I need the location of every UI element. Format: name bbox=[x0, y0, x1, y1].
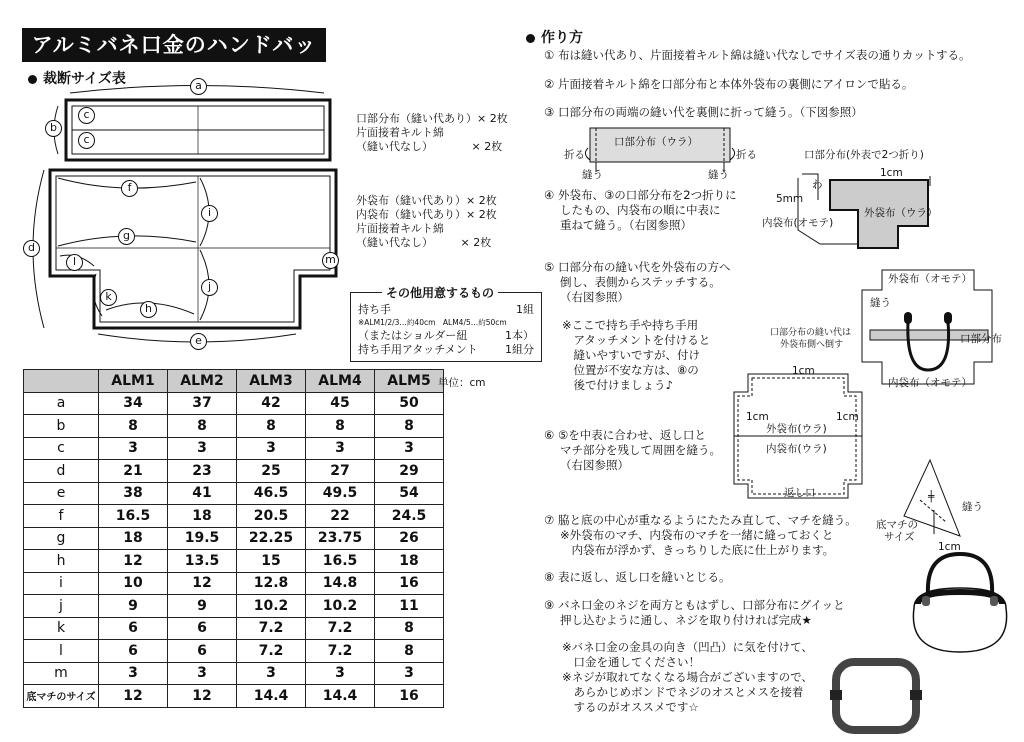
sotobukuro-ura-label-2: 外袋布(ウラ) bbox=[766, 423, 827, 435]
machi-label-1: 底マチの bbox=[876, 519, 918, 531]
table-row bbox=[24, 437, 444, 460]
table-cell: 21 bbox=[99, 460, 168, 483]
label-f: f bbox=[121, 180, 138, 197]
table-cell: 38 bbox=[99, 482, 168, 505]
mm-label: 5mm bbox=[776, 193, 804, 205]
table-cell: 18 bbox=[375, 550, 444, 573]
cutting-diagram bbox=[14, 78, 360, 358]
row-label: i bbox=[24, 572, 99, 595]
table-cell: 23 bbox=[168, 460, 237, 483]
label-c-1: c bbox=[78, 107, 95, 124]
table-cell: 14.8 bbox=[306, 572, 375, 595]
table-cell: 12 bbox=[168, 685, 237, 708]
machi-label-2: サイズ bbox=[884, 531, 915, 543]
bullet-icon bbox=[526, 34, 535, 43]
size-table bbox=[23, 369, 444, 708]
table-row bbox=[24, 685, 444, 708]
table-row bbox=[24, 415, 444, 438]
step-7: ⑦ 脇と底の中心が重なるようにたたみ直して、マチを縫う。 ※外袋布のマチ、内袋布のマチを一緒に縫っておくと 内袋布が浮かず、きっちりした底に仕上がります。 bbox=[544, 513, 857, 557]
row-label: h bbox=[24, 550, 99, 573]
table-cell: 3 bbox=[99, 662, 168, 685]
row-label: k bbox=[24, 617, 99, 640]
table-cell: 10.2 bbox=[306, 595, 375, 618]
sew-label-4: 縫う bbox=[962, 501, 983, 513]
label-h: h bbox=[140, 301, 157, 318]
row-label: a bbox=[24, 392, 99, 415]
table-cell: 14.4 bbox=[237, 685, 306, 708]
row-label: f bbox=[24, 505, 99, 528]
table-cell: 19.5 bbox=[168, 527, 237, 550]
row-label: 底マチのサイズ bbox=[24, 685, 99, 708]
table-cell: 46.5 bbox=[237, 482, 306, 505]
label-c-2: c bbox=[78, 132, 95, 149]
table-cell: 14.4 bbox=[306, 685, 375, 708]
table-cell: 3 bbox=[375, 662, 444, 685]
kuchi-fold-label: 口部分布(外表で2つ折り) bbox=[804, 149, 924, 161]
table-cell: 26 bbox=[375, 527, 444, 550]
table-cell: 6 bbox=[168, 617, 237, 640]
table-cell: 22.25 bbox=[237, 527, 306, 550]
step-2: ② 片面接着キルト綿を口部分布と本体外袋布の裏側にアイロンで貼る。 bbox=[544, 77, 914, 91]
table-cell: 23.75 bbox=[306, 527, 375, 550]
table-cell: 7.2 bbox=[237, 617, 306, 640]
table-row bbox=[24, 662, 444, 685]
table-cell: 27 bbox=[306, 460, 375, 483]
table-cell: 8 bbox=[168, 415, 237, 438]
method-heading: 作り方 bbox=[526, 27, 583, 47]
table-cell: 6 bbox=[168, 640, 237, 663]
row-label: c bbox=[24, 437, 99, 460]
table-cell: 8 bbox=[375, 415, 444, 438]
other-item-row: （またはショルダー紐 1本） bbox=[358, 329, 534, 342]
table-cell: 16.5 bbox=[99, 505, 168, 528]
corner-cell bbox=[24, 370, 99, 393]
table-cell: 12 bbox=[168, 572, 237, 595]
table-cell: 3 bbox=[237, 662, 306, 685]
sew-label-3: 縫う bbox=[870, 297, 891, 309]
table-cell: 50 bbox=[375, 392, 444, 415]
label-j: j bbox=[201, 279, 218, 296]
size-table-body bbox=[24, 392, 444, 707]
other-items-list bbox=[358, 303, 534, 357]
table-cell: 34 bbox=[99, 392, 168, 415]
table-cell: 3 bbox=[375, 437, 444, 460]
cm-label-1: 1cm bbox=[880, 167, 903, 179]
table-cell: 18 bbox=[99, 527, 168, 550]
label-e: e bbox=[190, 333, 207, 350]
row-label: l bbox=[24, 640, 99, 663]
other-item-row: 持ち手 1組 bbox=[358, 303, 534, 316]
table-cell: 25 bbox=[237, 460, 306, 483]
step-5-note: ※ここで持ち手や持ち手用 アタッチメントを付けると 縫いやすいですが、付け 位置が不安な方は、⑧の 後で付けましょう♪ bbox=[562, 318, 711, 392]
table-cell: 9 bbox=[99, 595, 168, 618]
table-cell: 12 bbox=[99, 550, 168, 573]
sotobukuro-ura-label: 外袋布（ウラ） bbox=[864, 207, 938, 219]
table-cell: 37 bbox=[168, 392, 237, 415]
size-table-header bbox=[24, 370, 444, 393]
table-cell: 29 bbox=[375, 460, 444, 483]
step-1: ① 布は縫い代あり、片面接着キルト綿は縫い代なしでサイズ表の通りカットする。 bbox=[544, 48, 971, 62]
label-l: l bbox=[66, 254, 83, 271]
cm-label-2: 1cm bbox=[792, 365, 815, 377]
column-header: ALM1 bbox=[99, 370, 168, 393]
kuchi-label-2: 口部分布 bbox=[960, 333, 1002, 345]
label-d: d bbox=[23, 240, 40, 257]
other-item-row: ※ALM1/2/3…約40cm ALM4/5…約50cm bbox=[358, 318, 507, 327]
table-cell: 20.5 bbox=[237, 505, 306, 528]
table-cell: 18 bbox=[168, 505, 237, 528]
step-5: ⑤ 口部分布の縫い代を外袋布の方へ 倒し、表側からステッチする。 （右図参照） bbox=[544, 260, 731, 304]
table-cell: 8 bbox=[375, 640, 444, 663]
table-cell: 8 bbox=[237, 415, 306, 438]
table-row bbox=[24, 572, 444, 595]
table-cell: 8 bbox=[306, 415, 375, 438]
table-cell: 45 bbox=[306, 392, 375, 415]
uchibukuro-omote-label-2: 内袋布（オモテ） bbox=[888, 377, 972, 389]
table-row bbox=[24, 527, 444, 550]
table-cell: 16 bbox=[375, 572, 444, 595]
table-cell: 7.2 bbox=[306, 640, 375, 663]
table-row bbox=[24, 595, 444, 618]
table-cell: 12.8 bbox=[237, 572, 306, 595]
row-label: g bbox=[24, 527, 99, 550]
table-row bbox=[24, 392, 444, 415]
seam-note-2: 外袋布側へ倒す bbox=[780, 340, 844, 350]
sew-label-1: 縫う bbox=[582, 169, 603, 181]
column-header: ALM2 bbox=[168, 370, 237, 393]
label-g: g bbox=[118, 228, 135, 245]
table-cell: 11 bbox=[375, 595, 444, 618]
cut-size-heading: 裁断サイズ表 bbox=[28, 68, 126, 88]
table-cell: 49.5 bbox=[306, 482, 375, 505]
table-cell: 7.2 bbox=[237, 640, 306, 663]
label-k: k bbox=[100, 289, 117, 306]
fold-label-2: 折る bbox=[736, 149, 757, 161]
row-label: j bbox=[24, 595, 99, 618]
cm-label-4: 1cm bbox=[836, 411, 859, 423]
row-label: b bbox=[24, 415, 99, 438]
other-items-heading: その他用意するもの bbox=[382, 284, 498, 301]
kaeshiguchi-label: 返し口 bbox=[784, 487, 816, 499]
table-row bbox=[24, 550, 444, 573]
step-9: ⑨ バネ口金のネジを両方ともはずし、口部分布にグイッと 押し込むように通し、ネジを取り付ければ完成★ bbox=[544, 598, 845, 627]
column-header: ALM4 bbox=[306, 370, 375, 393]
table-cell: 7.2 bbox=[306, 617, 375, 640]
piece1-note: 口部分布（縫い代あり）× 2枚 片面接着キルト綿 （縫い代なし） × 2枚 bbox=[356, 112, 508, 153]
table-row bbox=[24, 460, 444, 483]
table-row bbox=[24, 617, 444, 640]
clasp-frame-illustration bbox=[826, 652, 926, 738]
unit-label: 単位：cm bbox=[438, 377, 486, 389]
table-cell: 13.5 bbox=[168, 550, 237, 573]
sotobukuro-omote-label: 外袋布（オモテ） bbox=[888, 273, 972, 285]
column-header: ALM5 bbox=[375, 370, 444, 393]
table-cell: 10.2 bbox=[237, 595, 306, 618]
table-row bbox=[24, 482, 444, 505]
finished-bag-illustration bbox=[900, 548, 1020, 668]
table-cell: 3 bbox=[306, 437, 375, 460]
fold-label-1: 折る bbox=[564, 149, 585, 161]
table-cell: 16 bbox=[375, 685, 444, 708]
step-8: ⑧ 表に返し、返し口を縫いとじる。 bbox=[544, 570, 731, 584]
row-label: e bbox=[24, 482, 99, 505]
wa-label: わ bbox=[812, 179, 823, 191]
step-3: ③ 口部分布の両端の縫い代を裏側に折って縫う。（下図参照） bbox=[544, 105, 863, 119]
table-cell: 3 bbox=[306, 662, 375, 685]
kuchi-ura-label: 口部分布（ウラ） bbox=[614, 136, 698, 148]
table-cell: 15 bbox=[237, 550, 306, 573]
piece2-note: 外袋布（縫い代あり）× 2枚 内袋布（縫い代あり）× 2枚 片面接着キルト綿 （縫い代なし） × 2枚 bbox=[356, 194, 497, 249]
table-row bbox=[24, 505, 444, 528]
uchibukuro-omote-label: 内袋布(オモテ) bbox=[762, 217, 834, 229]
table-cell: 3 bbox=[168, 437, 237, 460]
table-cell: 54 bbox=[375, 482, 444, 505]
table-cell: 42 bbox=[237, 392, 306, 415]
table-row bbox=[24, 640, 444, 663]
table-cell: 41 bbox=[168, 482, 237, 505]
label-b: b bbox=[45, 120, 62, 137]
page-title: アルミバネ口金のハンドバッグ bbox=[22, 28, 326, 62]
cm-label-5: 1cm bbox=[938, 541, 961, 553]
column-header: ALM3 bbox=[237, 370, 306, 393]
table-cell: 3 bbox=[99, 437, 168, 460]
cm-label-3: 1cm bbox=[746, 411, 769, 423]
table-cell: 8 bbox=[375, 617, 444, 640]
label-i: i bbox=[201, 205, 218, 222]
wakiline-mark: ╪ bbox=[928, 491, 935, 503]
row-label: m bbox=[24, 662, 99, 685]
table-cell: 6 bbox=[99, 640, 168, 663]
row-label: d bbox=[24, 460, 99, 483]
other-item-row: 持ち手用アタッチメント 1組分 bbox=[358, 343, 534, 356]
table-cell: 16.5 bbox=[306, 550, 375, 573]
seam-note-1: 口部分布の縫い代は bbox=[770, 328, 852, 338]
step-6: ⑥ ⑤を中表に合わせ、返し口と マチ部分を残して周囲を縫う。 （右図参照） bbox=[544, 428, 721, 472]
table-cell: 3 bbox=[237, 437, 306, 460]
uchibukuro-ura-label: 内袋布(ウラ) bbox=[766, 443, 827, 455]
label-m: m bbox=[322, 252, 339, 269]
table-cell: 8 bbox=[99, 415, 168, 438]
table-cell: 12 bbox=[99, 685, 168, 708]
table-cell: 22 bbox=[306, 505, 375, 528]
table-cell: 6 bbox=[99, 617, 168, 640]
table-cell: 9 bbox=[168, 595, 237, 618]
table-cell: 3 bbox=[168, 662, 237, 685]
table-cell: 24.5 bbox=[375, 505, 444, 528]
sew-label-2: 縫う bbox=[708, 169, 729, 181]
table-cell: 10 bbox=[99, 572, 168, 595]
step-4: ④ 外袋布、③の口部分布を2つ折りに したもの、内袋布の順に中表に 重ねて縫う。（右図参照） bbox=[544, 188, 737, 232]
step-9-note: ※バネ口金の金具の向き（凹凸）に気を付けて、 口金を通してください！ ※ネジが取れてなくなる場合がございますので、 あらかじめボンドでネジのオスとメスを接着 するのがオススメです☆ bbox=[562, 640, 813, 714]
label-a: a bbox=[190, 78, 207, 95]
